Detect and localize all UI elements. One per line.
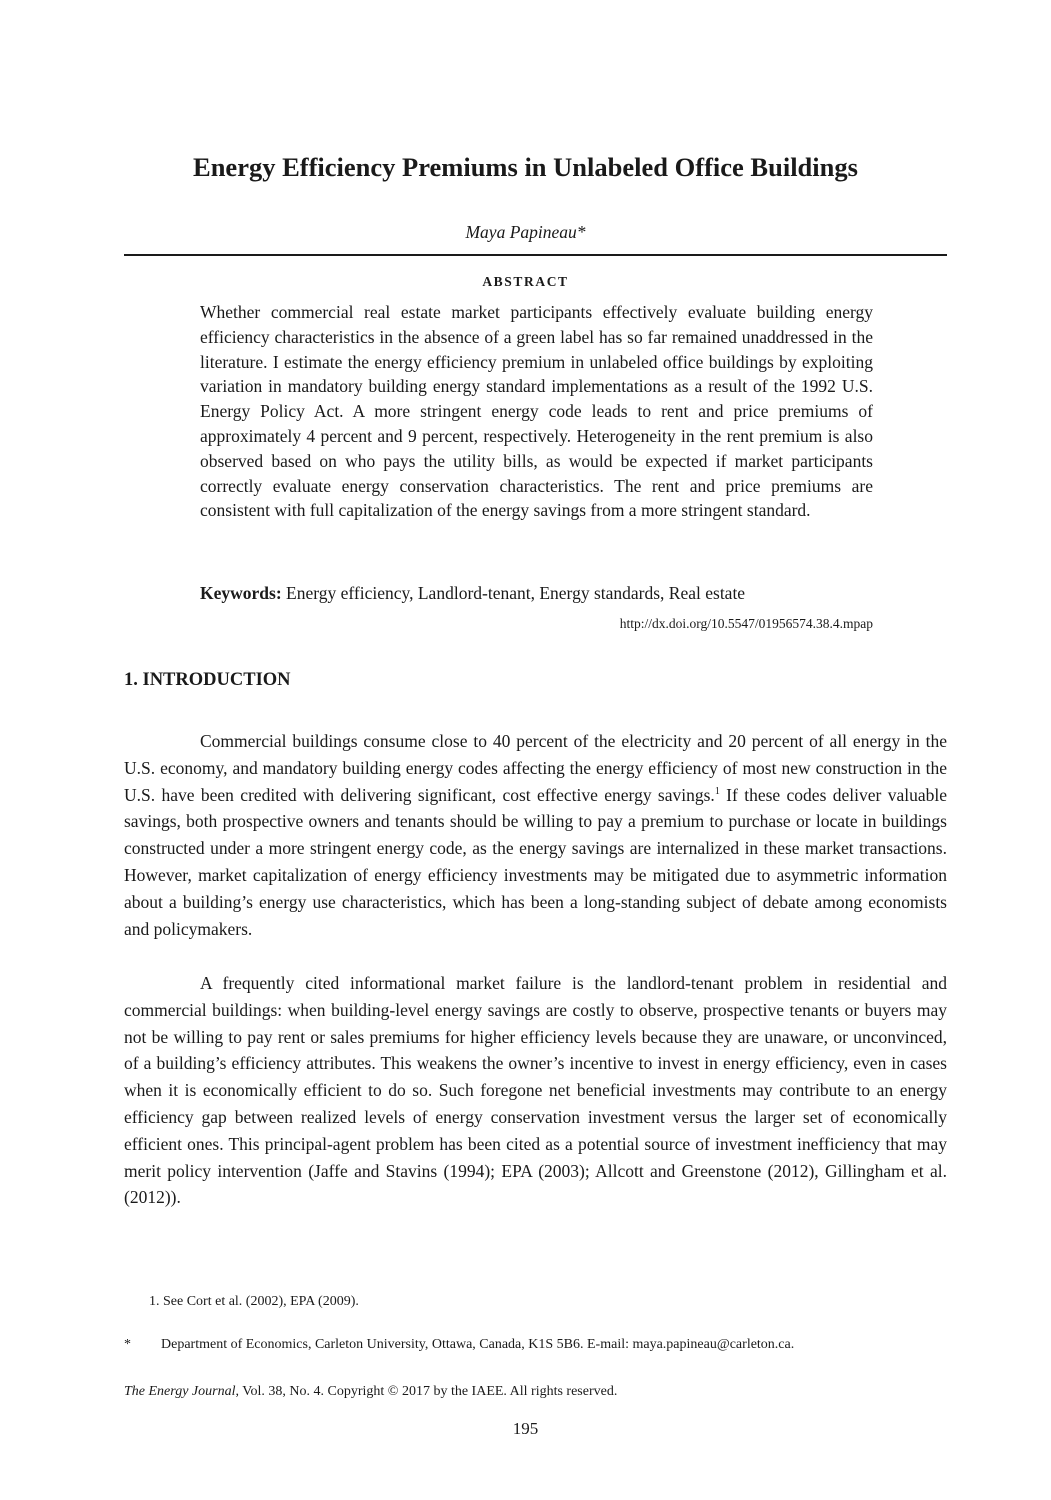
journal-name: The Energy Journal [124, 1384, 236, 1399]
intro-paragraph-2: A frequently cited informational market failure is the landlord-tenant problem in residential and commercial buildings: when building-level energy savings are costly to observe, prospective tenants or buyers may not be willing to pay rent or sales premiums for higher efficiency levels because they are unaware, or unconvinced, of a building’s efficiency attributes. This weakens the owner’s incentive to invest in energy efficiency, even in cases when it is economically efficient to do so. Such foregone net beneficial investments may contribute to an energy efficiency gap between realized levels of energy conservation investment versus the larger set of economically efficient ones. This principal-agent problem has been cited as a potential source of investment inefficiency that may merit policy intervention (Jaffe and Stavins (1994); EPA (2003); Allcott and Greenstone (2012), Gillingham et al. (2012)). [124, 973, 947, 1208]
author-affiliation-footnote [124, 1335, 947, 1355]
footnote-1: 1. See Cort et al. (2002), EPA (2009). [149, 1294, 359, 1309]
author-name: Maya Papineau* [465, 222, 586, 242]
abstract-heading: ABSTRACT [482, 274, 569, 289]
keywords-line [200, 581, 873, 605]
header-rule [124, 254, 947, 256]
doi-link[interactable]: http://dx.doi.org/10.5547/01956574.38.4.mpap [619, 616, 873, 631]
journal-copyright: , Vol. 38, No. 4. Copyright © 2017 by the IAEE. All rights reserved. [235, 1384, 618, 1399]
affiliation-text: Department of Economics, Carleton University, Ottawa, Canada, K1S 5B6. E-mail: maya.papineau@carleton.ca. [161, 1337, 795, 1352]
page-number: 195 [512, 1419, 539, 1438]
footnote-star-mark: * [124, 1337, 131, 1352]
intro-paragraph-1-text-b: If these codes deliver valuable savings, both prospective owners and tenants should be willing to pay a premium to purchase or locate in buildings constructed under a more stringent energy code, as the energy savings are internalized in these market transactions. However, market capitalization of energy efficiency investments may be mitigated due to asymmetric information about a building’s energy use characteristics, which has been a long-standing subject of debate among economists and policymakers. [124, 784, 947, 939]
abstract-text: Whether commercial real estate market participants effectively evaluate building energy efficiency characteristics in the absence of a green label has so far remained unaddressed in the literature. I estimate the energy efficiency premium in unlabeled office buildings by exploiting variation in mandatory building energy standard implementations as a result of the 1992 U.S. Energy Policy Act. A more stringent energy code leads to rent and price premiums of approximately 4 percent and 9 percent, respectively. Heterogeneity in the rent premium is also observed based on who pays the utility bills, as would be expected if market participants correctly evaluate energy conservation characteristics. The rent and price premiums are consistent with full capitalization of the energy savings from a more stringent standard. [200, 302, 873, 521]
keywords-label: Keywords: [200, 583, 282, 603]
intro-paragraph-1-text-a: Commercial buildings consume close to 40 percent of the electricity and 20 percent of all energy in the U.S. economy, and mandatory building energy codes affecting the energy efficiency of most new construction in the U.S. have been credited with delivering significant, cost effective energy savings. [124, 731, 947, 805]
intro-paragraph-1 [124, 728, 947, 942]
section-heading-introduction: 1. INTRODUCTION [124, 670, 291, 690]
footnote-ref-1[interactable]: 1 [714, 785, 720, 797]
keywords-list: Energy efficiency, Landlord-tenant, Energy standards, Real estate [286, 583, 746, 603]
journal-citation [124, 1382, 617, 1402]
paper-title: Energy Efficiency Premiums in Unlabeled Office Buildings [193, 152, 858, 182]
